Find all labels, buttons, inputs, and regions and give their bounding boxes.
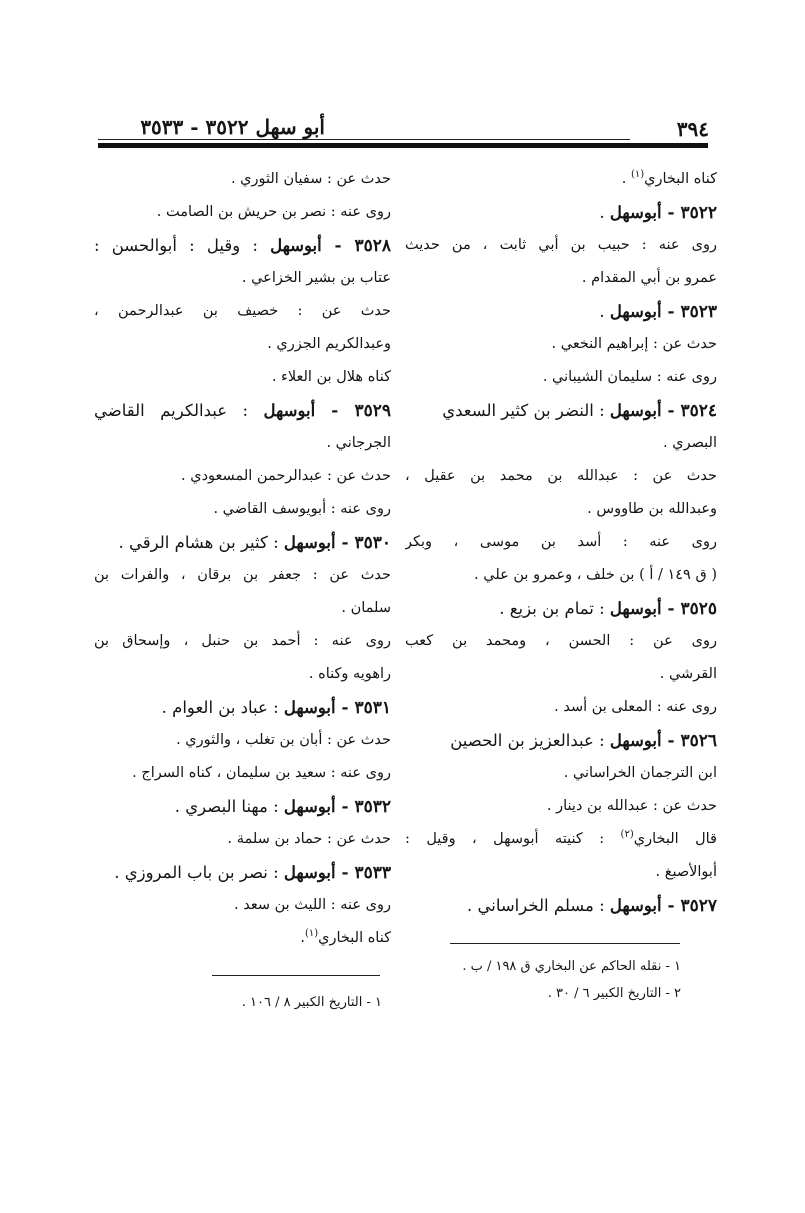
entry-heading-line <box>405 394 717 427</box>
text-line <box>405 823 717 856</box>
line-text: حدث عن : خصيف بن عبدالرحمن ، <box>94 303 391 319</box>
header-rule-thick <box>98 143 708 148</box>
line-text-tail: : وقيل : أبوالحسن : <box>94 236 271 255</box>
kunya-name: أبوسهل <box>609 599 662 618</box>
text-line <box>94 889 391 922</box>
line-text: وعبدالله بن طاووس . <box>587 501 717 517</box>
line-text: حدث عن : عبدالرحمن المسعودي . <box>181 468 391 484</box>
text-line <box>405 229 717 262</box>
entry-number: ٣٥٢٨ - <box>321 236 391 256</box>
text-line <box>94 724 391 757</box>
text-line <box>405 625 717 658</box>
text-line <box>405 262 717 295</box>
line-text-tail: : كنيته أبوسهل ، وقيل : <box>405 831 621 847</box>
line-text: أبوالأصبغ . <box>655 864 717 880</box>
line-text: البصري . <box>663 435 717 451</box>
entry-heading-line <box>405 592 717 625</box>
entry-number: ٣٥٣٠ - <box>335 533 391 553</box>
entry-number: ٣٥٢٥ - <box>661 599 717 619</box>
entry-number: ٣٥٢٧ - <box>661 896 717 916</box>
line-text-tail: : تمام بن بزيع . <box>499 599 610 618</box>
line-text: قال البخاري <box>633 831 717 847</box>
line-text: روى عن : الحسن ، ومحمد بن كعب <box>405 633 717 649</box>
text-line <box>405 856 717 889</box>
line-text: وعبدالكريم الجزري . <box>267 336 391 352</box>
kunya-name: أبوسهل <box>263 401 316 420</box>
line-text: روى عنه : أسد بن موسى ، وبكر <box>405 534 717 550</box>
entry-heading-line <box>405 724 717 757</box>
text-line <box>94 757 391 790</box>
line-text: روى عنه : حبيب بن أبي ثابت ، من حديث <box>405 237 717 253</box>
entry-number: ٣٥٢٣ - <box>661 302 717 322</box>
line-text: كناه البخاري <box>318 930 391 946</box>
line-text: حدث عن : سفيان الثوري . <box>230 171 391 187</box>
line-text: القرشي . <box>659 666 717 682</box>
text-line <box>94 493 391 526</box>
entry-heading-line <box>94 229 391 262</box>
kunya-name: أبوسهل <box>283 863 336 882</box>
entry-heading-line <box>94 856 391 889</box>
text-line <box>94 196 391 229</box>
text-line <box>94 328 391 361</box>
text-line <box>94 592 391 625</box>
line-text: روى عنه : سعيد بن سليمان ، كناه السراج . <box>132 765 391 781</box>
line-text: ابن الترجمان الخراساني . <box>563 765 717 781</box>
kunya-name: أبوسهل <box>283 533 336 552</box>
entry-heading-line <box>405 295 717 328</box>
line-text-tail: . <box>621 171 631 187</box>
line-text-tail: . <box>599 302 610 321</box>
footnote-marker: (١) <box>304 928 319 940</box>
text-line <box>405 328 717 361</box>
line-text: كناه هلال بن العلاء . <box>271 369 391 385</box>
line-text-tail: : مسلم الخراساني . <box>466 896 610 915</box>
line-text-tail: : مهنا البصري . <box>174 797 284 816</box>
entry-heading-line <box>94 526 391 559</box>
line-text: الجرجاني . <box>326 435 391 451</box>
line-text: عمرو بن أبي المقدام . <box>581 270 717 286</box>
text-line <box>94 823 391 856</box>
line-text-tail: : نصر بن باب المروزي . <box>114 863 284 882</box>
entry-heading-line <box>94 691 391 724</box>
line-text: روى عنه : الليث بن سعد . <box>234 897 391 913</box>
kunya-name: أبوسهل <box>609 731 662 750</box>
footnote: ٢ - التاريخ الكبير ٦ / ٣٠ . <box>547 986 681 1001</box>
line-text: حدث عن : عبدالله بن دينار . <box>546 798 717 814</box>
line-text-tail: : النضر بن كثير السعدي <box>442 401 610 420</box>
footnote: ١ - التاريخ الكبير ٨ / ١٠٦ . <box>241 995 382 1010</box>
text-line <box>405 526 717 559</box>
entry-number: ٣٥٢٩ - <box>315 401 391 421</box>
line-text: روى عنه : أبويوسف القاضي . <box>213 501 391 517</box>
text-line <box>405 790 717 823</box>
page-number: ٣٩٤ <box>676 117 709 141</box>
text-line <box>94 658 391 691</box>
footnote-rule-right <box>450 943 680 944</box>
text-line <box>94 163 391 196</box>
footnote-rule-left <box>212 975 380 976</box>
entry-heading-line <box>94 790 391 823</box>
footnote: ١ - نقله الحاكم عن البخاري ق ١٩٨ / ب . <box>462 959 681 974</box>
line-text: روى عنه : نصر بن حريش بن الصامت . <box>156 204 391 220</box>
text-line <box>405 460 717 493</box>
footnotes-left <box>150 989 382 1016</box>
header-rule-thin <box>98 139 630 140</box>
text-line <box>94 427 391 460</box>
line-text-tail: . <box>300 930 305 946</box>
line-text: حدث عن : أبان بن تغلب ، والثوري . <box>176 732 391 748</box>
kunya-name: أبوسهل <box>283 698 336 717</box>
entry-heading-line <box>405 196 717 229</box>
line-text-tail: : عبدالكريم القاضي <box>94 401 264 420</box>
line-text: كناه البخاري <box>644 171 717 187</box>
text-line <box>94 922 391 955</box>
line-text: حدث عن : حماد بن سلمة . <box>227 831 391 847</box>
footnote-marker: (١) <box>630 169 645 181</box>
text-line <box>405 361 717 394</box>
entry-number: ٣٥٣١ - <box>335 698 391 718</box>
line-text-tail: . <box>599 203 610 222</box>
footnote-marker: (٢) <box>620 829 634 841</box>
right-column <box>405 163 717 922</box>
entry-number: ٣٥٢٦ - <box>661 731 717 751</box>
text-line <box>405 658 717 691</box>
kunya-name: أبوسهل <box>609 302 662 321</box>
running-header-title: أبو سهل ٣٥٢٢ - ٣٥٣٣ <box>140 115 325 139</box>
text-line <box>94 295 391 328</box>
kunya-name: أبوسهل <box>609 401 662 420</box>
line-text-tail: : عباد بن العوام . <box>161 698 284 717</box>
line-text: حدث عن : جعفر بن برقان ، والفرات بن <box>94 567 391 583</box>
line-text: روى عنه : المعلى بن أسد . <box>554 699 717 715</box>
text-line <box>405 427 717 460</box>
entry-number: ٣٥٢٤ - <box>661 401 717 421</box>
text-line <box>94 559 391 592</box>
text-line <box>405 559 717 592</box>
text-line <box>94 262 391 295</box>
kunya-name: أبوسهل <box>609 896 662 915</box>
entry-number: ٣٥٣٣ - <box>335 863 391 883</box>
line-text: سلمان . <box>341 600 391 616</box>
line-text: عتاب بن بشير الخزاعي . <box>241 270 391 286</box>
text-line <box>94 361 391 394</box>
text-line <box>94 625 391 658</box>
entry-heading-line <box>94 394 391 427</box>
kunya-name: أبوسهل <box>283 797 336 816</box>
kunya-name: أبوسهل <box>609 203 662 222</box>
entry-heading-line <box>405 889 717 922</box>
left-column <box>94 163 391 955</box>
text-line <box>405 757 717 790</box>
entry-number: ٣٥٣٢ - <box>335 797 391 817</box>
entry-number: ٣٥٢٢ - <box>661 203 717 223</box>
line-text-tail: : عبدالعزيز بن الحصين <box>450 731 610 750</box>
line-text: راهويه وكناه . <box>308 666 391 682</box>
text-line <box>405 163 717 196</box>
text-line <box>405 691 717 724</box>
line-text-tail: : كثير بن هشام الرقي . <box>118 533 284 552</box>
kunya-name: أبوسهل <box>270 236 322 255</box>
text-line <box>94 460 391 493</box>
line-text: روى عنه : سليمان الشيباني . <box>542 369 717 385</box>
line-text: حدث عن : عبدالله بن محمد بن عقيل ، <box>405 468 717 484</box>
text-line <box>405 493 717 526</box>
footnotes-right <box>405 953 681 1007</box>
line-text: روى عنه : أحمد بن حنبل ، وإسحاق بن <box>94 633 391 649</box>
line-text: حدث عن : إبراهيم النخعي . <box>551 336 717 352</box>
line-text: ( ق ١٤٩ / أ ) بن خلف ، وعمرو بن علي . <box>474 567 717 583</box>
